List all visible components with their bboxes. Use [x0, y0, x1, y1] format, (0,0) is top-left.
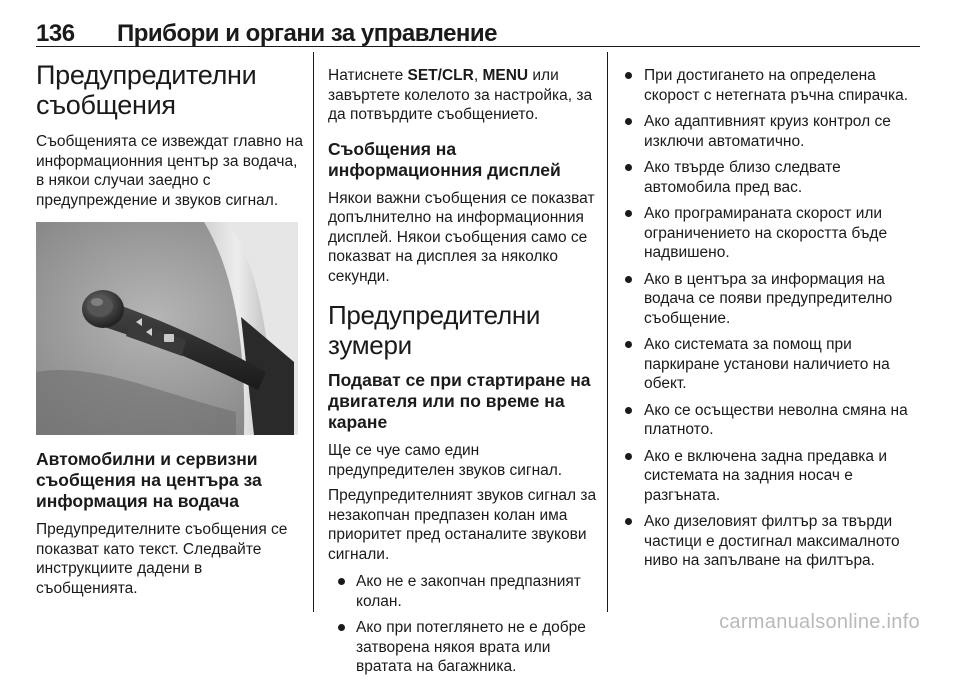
- bullet-icon: [625, 453, 632, 460]
- bullet-icon: [625, 341, 632, 348]
- column-1: [36, 52, 304, 604]
- bullet-icon: [625, 210, 632, 217]
- bullet-icon: [625, 407, 632, 414]
- list-item: [622, 512, 912, 571]
- list-item: [622, 204, 912, 263]
- bullet-icon: [338, 578, 345, 585]
- chime-bullet-list-1: [328, 572, 598, 677]
- list-item-text: Ако не е закопчан предпазният колан.: [356, 573, 581, 610]
- confirm-message-paragraph: [328, 66, 598, 125]
- section-heading-warning-chimes: Предупредителни зумери: [328, 300, 541, 360]
- list-item: [622, 401, 912, 440]
- list-item-text: Ако програмираната скорост или ограничението на скоростта бъде надвишено.: [644, 205, 888, 261]
- list-item-text: Ако се осъществи неволна смяна на платното.: [644, 401, 908, 438]
- list-item-text: Ако в центъра за информация на водача се появи предупредително съобщение.: [644, 270, 893, 327]
- intro-paragraph: Съобщенията се извеждат главно на информационния център за водача, в някои случаи заедно с предупреждение и звуков сигнал.: [36, 133, 303, 209]
- priority-chime-paragraph: Предупредителният звуков сигнал за незакопчан предпазен колан има приоритет пред останалите звукови сигнали.: [328, 487, 597, 563]
- list-item: [328, 618, 598, 677]
- subheading-vehicle-service-messages: Автомобилни и сервизни съобщения на центъра за информация на водача: [36, 449, 262, 511]
- bullet-icon: [625, 276, 632, 283]
- stalk-control-svg: [36, 222, 298, 435]
- list-item: [622, 447, 912, 506]
- subheading-info-display-messages: Съобщения на информационния дисплей: [328, 138, 561, 180]
- column-3: [622, 52, 912, 578]
- list-item: [622, 270, 912, 329]
- list-item-text: Ако твърде близо следвате автомобила пред вас.: [644, 159, 841, 196]
- list-item: [622, 112, 912, 151]
- list-item: [622, 66, 912, 105]
- bullet-icon: [625, 72, 632, 79]
- bullet-icon: [338, 624, 345, 631]
- page-number: 136: [36, 20, 75, 47]
- list-item: [622, 335, 912, 394]
- column-divider-2: [607, 52, 608, 612]
- list-item-text: Ако при потеглянето не е добре затворена някоя врата или вратата на багажника.: [356, 619, 586, 675]
- section-heading-warning-messages: Предупредителни съобщения: [36, 60, 257, 120]
- list-item: [622, 158, 912, 197]
- page-header: [36, 10, 920, 50]
- single-chime-paragraph: Ще се чуе само един предупредителен звуков сигнал.: [328, 442, 563, 479]
- text-fragment: или завъртете колелото за настройка, за да потвърдите съобщението.: [328, 67, 593, 123]
- stalk-control-illustration: [36, 222, 298, 435]
- body-paragraph-messages: Предупредителните съобщения се показват като текст. Следвайте инструкциите дадени в съобщенията.: [36, 521, 288, 597]
- column-divider-1: [313, 52, 314, 612]
- list-item-text: Ако дизеловият филтър за твърди частици е достигнал максималното ниво на запълване на филтъра.: [644, 513, 900, 569]
- key-set-clr: SET/CLR: [407, 67, 474, 84]
- list-item-text: При достигането на определена скорост с нетегната ръчна спирачка.: [644, 67, 909, 104]
- page-title: Прибори и органи за управление: [117, 20, 498, 47]
- chime-bullet-list-2: [622, 66, 912, 571]
- header-rule: [36, 46, 920, 47]
- column-2: [328, 52, 598, 684]
- list-item-text: Ако системата за помощ при паркиране установи наличието на обект.: [644, 336, 890, 392]
- bullet-icon: [625, 164, 632, 171]
- bullet-icon: [625, 118, 632, 125]
- list-item: [328, 572, 598, 611]
- list-item-text: Ако адаптивният круиз контрол се изключи автоматично.: [644, 113, 891, 150]
- key-menu: MENU: [482, 67, 529, 84]
- subheading-chime-conditions: Подават се при стартиране на двигателя или по време на каране: [328, 370, 591, 432]
- bullet-icon: [625, 518, 632, 525]
- text-fragment: Натиснете: [328, 67, 408, 84]
- list-item-text: Ако е включена задна предавка и системата на задния носач е разгъната.: [644, 447, 888, 504]
- watermark: carmanualsonline.info: [719, 611, 920, 633]
- text-fragment: ,: [473, 67, 483, 84]
- info-display-paragraph: Някои важни съобщения се показват допълнително на информационния дисплей. Някои съобщения само се показват на дисплея за няколко секунди.: [328, 189, 595, 285]
